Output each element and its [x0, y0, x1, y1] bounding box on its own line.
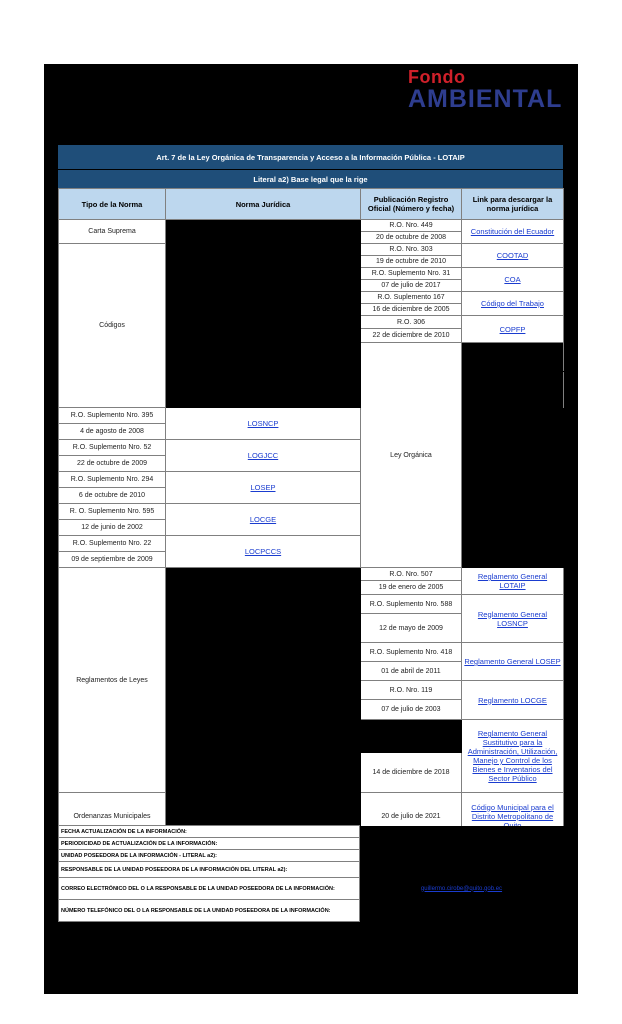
- norma-cell-redacted: [462, 343, 564, 568]
- fondo-ambiental-logo: [408, 68, 576, 112]
- pub-date: 14 de diciembre de 2018: [361, 753, 462, 793]
- legal-base-table: [58, 188, 564, 840]
- link-cell: [462, 244, 564, 268]
- table-row: [59, 244, 564, 256]
- pub-date: 07 de julio de 2003: [361, 700, 462, 720]
- link-cell: [462, 681, 564, 720]
- info-footer-table: [58, 825, 564, 922]
- download-link-codigo-trabajo[interactable]: Código del Trabajo: [481, 299, 544, 308]
- pub-date: 01 de abril de 2011: [361, 662, 462, 681]
- link-cell: [462, 316, 564, 343]
- link-cell: [462, 568, 564, 595]
- periodicidad-label: PERIODICIDAD DE ACTUALIZACIÓN DE LA INFORMACIÓN:: [59, 838, 360, 850]
- periodicidad-value: [360, 838, 564, 850]
- download-link-reglamento-locge[interactable]: Reglamento LOCGE: [478, 695, 547, 705]
- pub-number-blank: [361, 720, 462, 753]
- download-link-locpccs[interactable]: LOCPCCS: [244, 547, 282, 556]
- link-cell: [166, 408, 361, 440]
- pub-date: 19 de octubre de 2010: [361, 256, 462, 268]
- pub-number: R.O. Suplemento Nro. 31: [361, 268, 462, 280]
- norma-cell-redacted: [166, 244, 361, 408]
- col-header-link: Link para descargar la norma jurídica: [462, 189, 564, 220]
- pub-number: R.O. Suplemento Nro. 52: [59, 440, 166, 456]
- norma-cell-redacted: [166, 220, 361, 244]
- pub-date: 12 de mayo de 2009: [361, 614, 462, 643]
- download-link-constitucion[interactable]: Constitución del Ecuador: [470, 227, 555, 236]
- table-row: [59, 220, 564, 232]
- responsable-value: [360, 862, 564, 878]
- link-cell: [462, 643, 564, 681]
- table-row: [59, 568, 564, 581]
- pub-date: 09 de septiembre de 2009: [59, 552, 166, 568]
- pub-number: R.O. Suplemento Nro. 588: [361, 595, 462, 614]
- pub-date: 6 de octubre de 2010: [59, 488, 166, 504]
- footer-row: [59, 878, 564, 900]
- fecha-actualizacion-value: [360, 826, 564, 838]
- col-header-pub: Publicación Registro Oficial (Número y fecha): [361, 189, 462, 220]
- pub-date: 20 de octubre de 2008: [361, 232, 462, 244]
- pub-number: R.O. Suplemento Nro. 294: [59, 472, 166, 488]
- norma-cell-redacted: [166, 568, 361, 793]
- header-row: [59, 189, 564, 220]
- pub-number: R.O. Suplemento Nro. 22: [59, 536, 166, 552]
- responsable-label: RESPONSABLE DE LA UNIDAD POSEEDORA DE LA INFORMACIÓN DEL LITERAL a2):: [59, 862, 360, 878]
- pub-number: R.O. Suplemento 167: [361, 292, 462, 304]
- pub-date: 12 de junio de 2002: [59, 520, 166, 536]
- pub-number: R.O. Nro. 507: [361, 568, 462, 581]
- group-ley: Ley Orgánica: [361, 343, 462, 568]
- telefono-value: [360, 900, 564, 922]
- pub-number: R. O. Suplemento Nro. 595: [59, 504, 166, 520]
- unidad-label: UNIDAD POSEEDORA DE LA INFORMACIÓN - LITERAL a2):: [59, 850, 360, 862]
- download-link-logjcc[interactable]: LOGJCC: [247, 451, 279, 460]
- logo-line2: AMBIENTAL: [408, 85, 563, 113]
- table-title: Art. 7 de la Ley Orgánica de Transparencia y Acceso a la Información Pública - LOTAIP: [58, 145, 563, 169]
- download-link-coa[interactable]: COA: [504, 275, 521, 284]
- pub-number: R.O. Suplemento Nro. 395: [59, 408, 166, 424]
- col-header-tipo: Tipo de la Norma: [59, 189, 166, 220]
- download-link-locge[interactable]: LOCGE: [249, 515, 277, 524]
- link-cell: [462, 720, 564, 793]
- unidad-value: [360, 850, 564, 862]
- download-link-copfp[interactable]: COPFP: [499, 324, 526, 334]
- footer-row: [59, 862, 564, 878]
- telefono-label: NÚMERO TELEFÓNICO DEL O LA RESPONSABLE DE LA UNIDAD POSEEDORA DE LA INFORMACIÓN:: [59, 900, 360, 922]
- pub-number: R.O. Nro. 119: [361, 681, 462, 700]
- footer-row: [59, 838, 564, 850]
- link-cell: [166, 504, 361, 536]
- pub-date: 4 de agosto de 2008: [59, 424, 166, 440]
- link-cell: [462, 268, 564, 292]
- document-page: [44, 64, 578, 994]
- download-link-reglamento-losep[interactable]: Reglamento General LOSEP: [464, 657, 561, 666]
- pub-number: R.O. Suplemento Nro. 418: [361, 643, 462, 662]
- download-link-reglamento-lotaip[interactable]: Reglamento General LOTAIP: [477, 572, 548, 590]
- pub-date: 16 de diciembre de 2005: [361, 304, 462, 316]
- footer-row: [59, 826, 564, 838]
- correo-label: CORREO ELECTRÓNICO DEL O LA RESPONSABLE DE LA UNIDAD POSEEDORA DE LA INFORMACIÓN:: [59, 878, 360, 900]
- group-ordenanzas: Ordenanzas Municipales: [59, 793, 166, 840]
- pub-number: R.O. Nro. 449: [361, 220, 462, 232]
- correo-value-link[interactable]: guillermo.cirobe@quito.gob.ec: [360, 878, 564, 900]
- download-link-codigo-municipal[interactable]: Código Municipal para el Distrito Metropolitano de: [471, 802, 554, 821]
- footer-row: [59, 900, 564, 922]
- group-reglamentos: Reglamentos de Leyes: [59, 568, 166, 793]
- link-cell: [166, 536, 361, 568]
- pub-date: 20 de julio de 2021: [361, 793, 462, 840]
- fecha-actualizacion-label: FECHA ACTUALIZACIÓN DE LA INFORMACIÓN:: [59, 826, 360, 838]
- download-link-reglamento-losncp[interactable]: Reglamento General LOSNCP: [477, 609, 548, 628]
- footer-row: [59, 850, 564, 862]
- link-cell: [462, 595, 564, 643]
- download-link-losep[interactable]: LOSEP: [250, 483, 276, 492]
- col-header-norma: Norma Jurídica: [166, 189, 361, 220]
- pub-date: 07 de julio de 2017: [361, 280, 462, 292]
- group-codigos: Códigos: [59, 244, 166, 408]
- pub-date: 22 de octubre de 2009: [59, 456, 166, 472]
- link-cell: [166, 440, 361, 472]
- link-cell: [166, 472, 361, 504]
- download-link-cootad[interactable]: COOTAD: [496, 251, 529, 260]
- logo-line1: Fondo: [408, 67, 466, 87]
- pub-number: R.O. 306: [361, 316, 462, 329]
- link-cell: [462, 220, 564, 244]
- download-link-losncp[interactable]: LOSNCP: [247, 419, 279, 428]
- table-subtitle: Literal a2) Base legal que la rige: [58, 170, 563, 188]
- pub-number: R.O. Nro. 303: [361, 244, 462, 256]
- pub-date: 19 de enero de 2005: [361, 581, 462, 595]
- download-link-reglamento-bienes[interactable]: Reglamento General Sustitutivo para la Administración, Utilización, Manejo y Control de los Bienes e Inventarios del Sector Público: [467, 729, 558, 783]
- group-carta: Carta Suprema: [59, 220, 166, 244]
- link-cell: [462, 292, 564, 316]
- pub-date: 22 de diciembre de 2010: [361, 329, 462, 343]
